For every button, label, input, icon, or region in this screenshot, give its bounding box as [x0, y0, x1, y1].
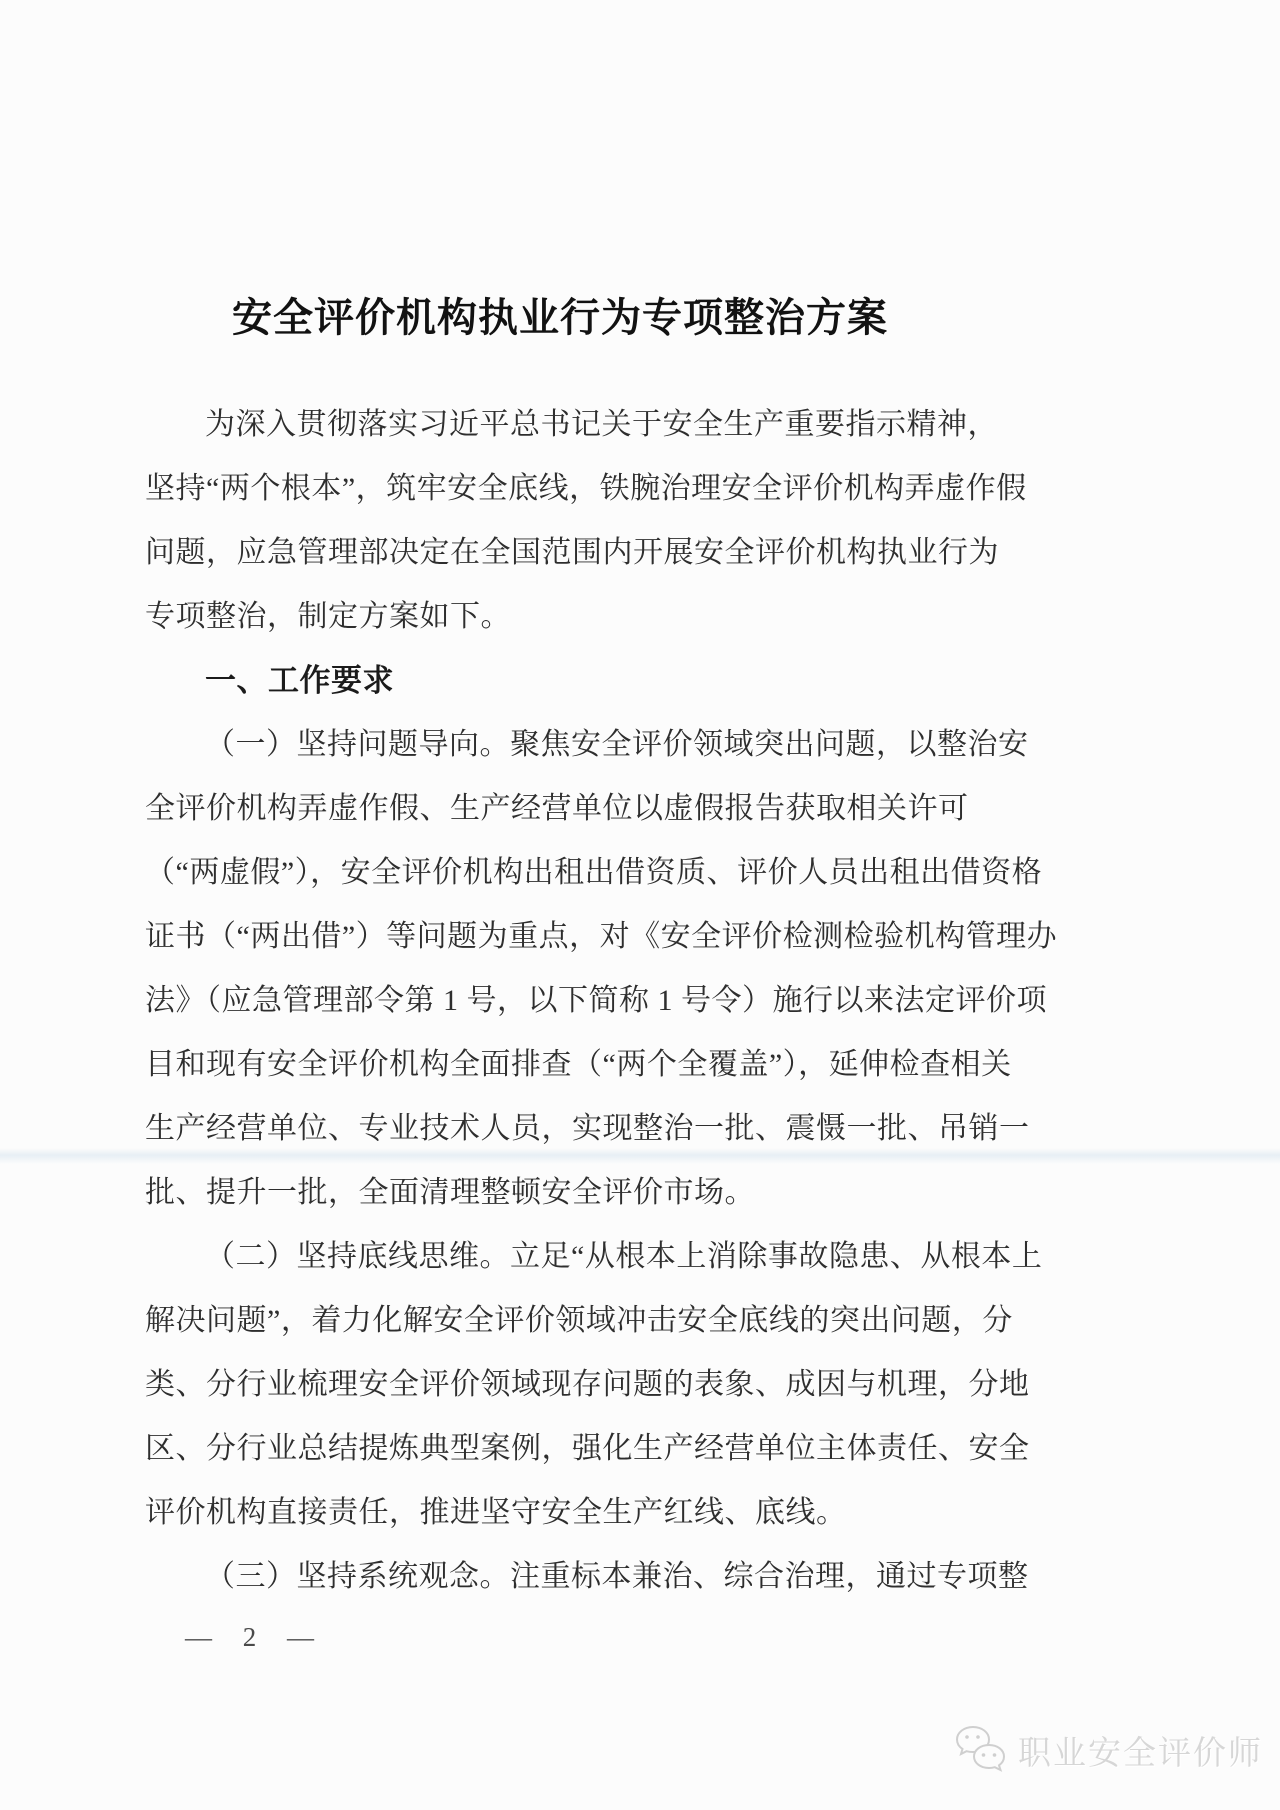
body-text-line: 坚持“两个根本”，筑牢安全底线，铁腕治理安全评价机构弄虚作假 [145, 472, 1027, 505]
body-text-line: 评价机构直接责任，推进坚守安全生产红线、底线。 [145, 1496, 847, 1529]
body-text-line: 解决问题”，着力化解安全评价领域冲击安全底线的突出问题，分 [145, 1304, 1013, 1337]
body-text-line: 为深入贯彻落实习近平总书记关于安全生产重要指示精神， [205, 408, 998, 441]
body-text-line: （二）坚持底线思维。立足“从根本上消除事故隐患、从根本上 [205, 1240, 1043, 1273]
document-title: 安全评价机构执业行为专项整治方案 [232, 295, 888, 340]
watermark-label: 职业安全评价师 [1018, 1733, 1263, 1771]
wechat-chat-bubbles-icon [952, 1724, 1008, 1776]
body-text-line: （一）坚持问题导向。聚焦安全评价领域突出问题，以整治安 [205, 728, 1029, 761]
body-text-line: 生产经营单位、专业技术人员，实现整治一批、震慑一批、吊销一 [145, 1112, 1030, 1145]
page-number: — 2 — [185, 1622, 316, 1652]
body-text-line: 全评价机构弄虚作假、生产经营单位以虚假报告获取相关许可 [145, 792, 969, 825]
body-text-line: 区、分行业总结提炼典型案例，强化生产经营单位主体责任、安全 [145, 1432, 1030, 1465]
section-heading-line: 一、工作要求 [205, 663, 394, 698]
body-text-line: 证书（“两出借”）等问题为重点，对《安全评价检测检验机构管理办 [145, 920, 1058, 953]
body-text-line: 问题，应急管理部决定在全国范围内开展安全评价机构执业行为 [145, 536, 999, 569]
body-text-line: 专项整治，制定方案如下。 [145, 600, 511, 633]
body-text-line: 法》（应急管理部令第 1 号，以下简称 1 号令）施行以来法定评价项 [145, 984, 1047, 1017]
document-body [145, 393, 1058, 1609]
body-text-line: 批、提升一批，全面清理整顿安全评价市场。 [145, 1176, 755, 1209]
body-text-line: （“两虚假”），安全评价机构出租出借资质、评价人员出租出借资格 [145, 856, 1043, 889]
body-text-line: （三）坚持系统观念。注重标本兼治、综合治理，通过专项整 [205, 1560, 1029, 1593]
body-text-line: 类、分行业梳理安全评价领域现存问题的表象、成因与机理，分地 [145, 1368, 1030, 1401]
body-text-line: 目和现有安全评价机构全面排查（“两个全覆盖”），延伸检查相关 [145, 1048, 1012, 1081]
watermark [952, 1724, 1263, 1776]
